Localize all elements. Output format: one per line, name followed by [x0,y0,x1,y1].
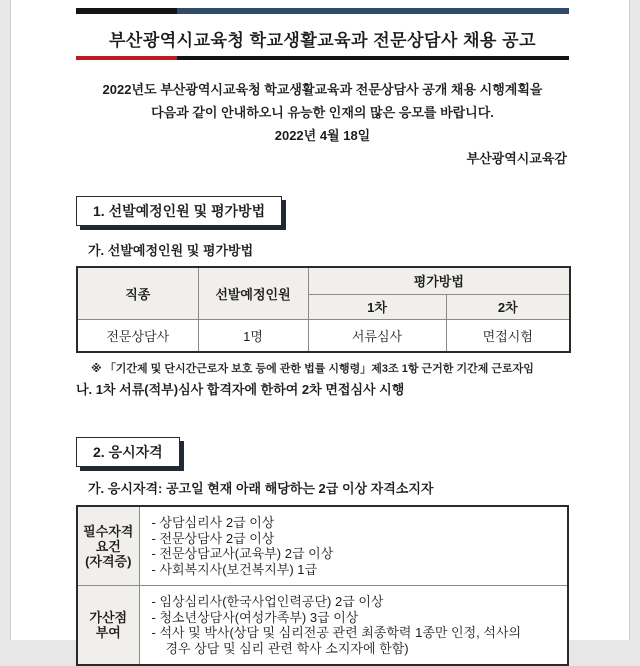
label-line: 요건 [95,538,121,554]
section-1-sub-b: 나. 1차 서류(적부)심사 합격자에 한하여 2차 면접심사 시행 [76,382,405,397]
label-line: (자격증) [85,553,132,569]
bonus-points-list [139,586,568,666]
list-item: - 임상심리사(한국사업인력공단) 2급 이상 [151,594,384,609]
col-header-method: 평가방법 [308,267,570,294]
col-header-round1: 1차 [308,294,446,319]
document-page [10,0,630,656]
underline-black-segment [177,56,569,60]
label-line: 부여 [95,625,121,640]
section-2-sub-a: 가. 응시자격: 공고일 현재 아래 해당하는 2급 이상 자격소지자 [88,481,434,496]
col-header-job: 직종 [77,267,198,319]
signature-authority: 부산광역시교육감 [466,151,567,166]
selection-plan-table [76,266,571,353]
list-item: - 청소년상담사(여성가족부) 3급 이상 [151,609,359,625]
list-item: - 사회복지사(보건복지부) 1급 [151,561,318,577]
required-qualifications-list [139,506,568,586]
title-underline-rule [76,56,569,60]
intro-line-2: 다음과 같이 안내하오니 유능한 인재의 많은 응모를 바랍니다. [151,105,494,120]
cell-job: 전문상담사 [77,319,198,352]
top-accent-rule [76,8,569,14]
col-header-count: 선발예정인원 [198,267,308,319]
legal-footnote: ※ 「기간제 및 단시간근로자 보호 등에 관한 법률 시행령」제3조 1항 근거한 기간제 근로자임 [91,363,534,375]
section-1-sub-a: 가. 선발예정인원 및 평가방법 [88,243,254,258]
cell-round1: 서류심사 [308,319,446,352]
row-label-required-qualifications [77,506,139,586]
intro-line-1: 2022년도 부산광역시교육청 학교생활교육과 전문상담사 공개 채용 시행계획을 [102,82,543,97]
cell-count: 1명 [198,319,308,352]
row-label-bonus-points [77,586,139,666]
top-rule-black-segment [76,8,177,14]
list-item: - 전문상담사 2급 이상 [151,530,275,546]
top-rule-navy-segment [177,8,569,14]
list-item: - 석사 및 박사(상담 및 심리전공 관련 최종학력 1종만 인정, 석사의 [151,625,522,640]
qualification-table [76,505,569,666]
section-2-heading-box: 2. 응시자격 [76,437,180,467]
table-row [77,319,570,352]
list-item: - 상담심리사 2급 이상 [151,515,275,530]
table-row [77,506,568,586]
cell-round2: 면접시험 [446,319,570,352]
label-line: 가산점 [89,610,128,625]
section-1-heading-box: 1. 선발예정인원 및 평가방법 [76,196,282,226]
col-header-round2: 2차 [446,294,570,319]
announcement-date: 2022년 4월 18일 [274,128,371,143]
list-item: - 전문상담교사(교육부) 2급 이상 [151,546,334,561]
label-line: 필수자격 [83,523,134,539]
list-item-continuation: 경우 상담 및 심리 관련 학사 소지자에 한함) [165,640,409,656]
document-title: 부산광역시교육청 학교생활교육과 전문상담사 채용 공고 [108,31,537,50]
underline-red-segment [76,56,177,60]
intro-paragraph [76,78,569,124]
table-row [77,586,568,666]
document-content [76,8,569,666]
